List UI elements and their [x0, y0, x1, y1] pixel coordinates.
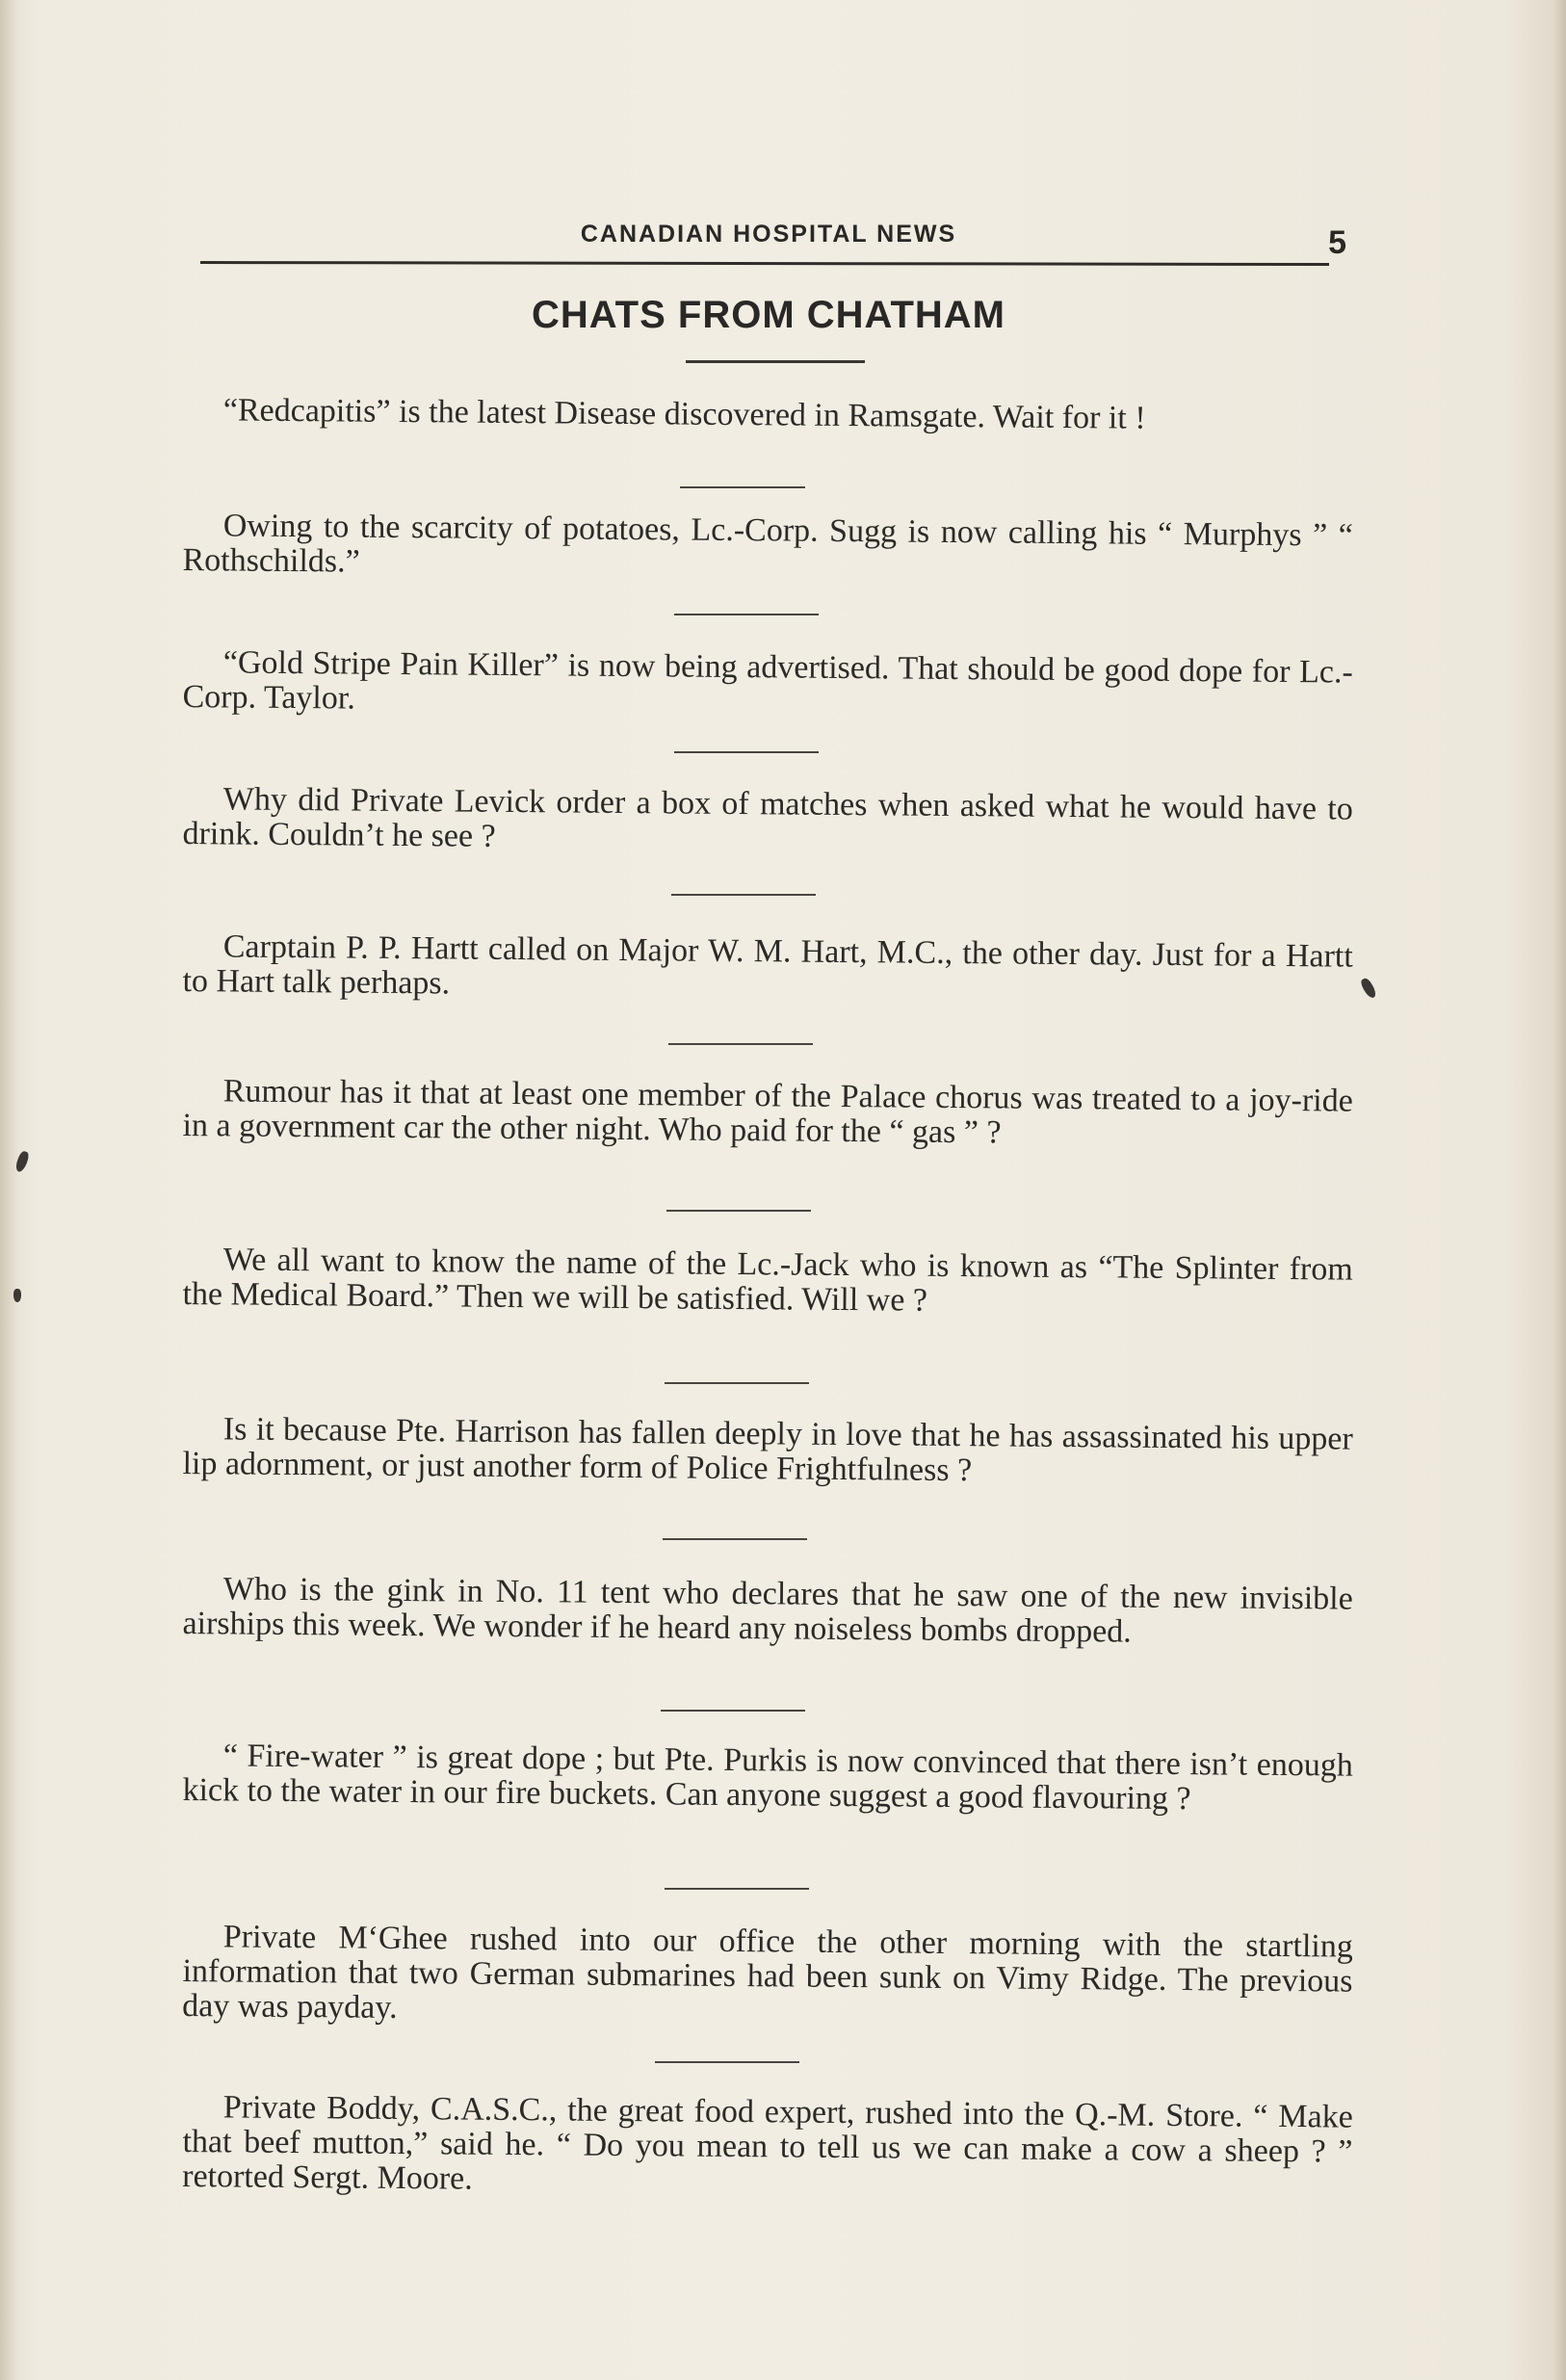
news-item	[182, 509, 1353, 588]
news-item	[182, 1242, 1353, 1322]
item-separator	[665, 1888, 809, 1890]
news-item	[182, 1739, 1353, 1818]
item-separator	[665, 1382, 809, 1384]
ink-mark	[13, 1289, 21, 1302]
item-separator	[661, 1710, 805, 1712]
news-item	[182, 1074, 1353, 1154]
running-header	[200, 217, 1346, 275]
news-item-text: Private M‘Ghee rushed into our office the other morning with the startling information that two German submarines had been sunk on Vimy Ridge. The previous day was payday.	[182, 1919, 1353, 2026]
news-item	[182, 1572, 1353, 1652]
item-separator	[674, 614, 819, 615]
news-item-text: We all want to know the name of the Lc.-Jack who is known as “The Splinter from the Medical Board.” Then we will be satisfied. Will we ?	[182, 1242, 1353, 1319]
news-item	[183, 393, 1353, 438]
news-item-text: Carptain P. P. Hartt called on Major W. M. Hart, M.C., the other day. Just for a Hartt to Hart talk perhaps.	[182, 928, 1353, 1002]
ink-mark	[1359, 977, 1378, 1000]
news-item-text: Who is the gink in No. 11 tent who declares that he saw one of the new invisible airships this week. We wonder if he heard any noiseless bombs dropped.	[182, 1571, 1353, 1650]
news-item-text: Rumour has it that at least one member of the Palace chorus was treated to a joy-ride in a government car the other night. Who paid for the “ gas ” ?	[182, 1073, 1353, 1151]
header-rule	[200, 261, 1329, 266]
news-item	[182, 1920, 1353, 2034]
news-item-text: “ Fire-water ” is great dope ; but Pte. Purkis is now convinced that there isn’t enough kick to the water in our fire buckets. Can anyone suggest a good flavouring ?	[182, 1738, 1353, 1818]
running-title: CANADIAN HOSPITAL NEWS	[580, 221, 957, 248]
page-number: 5	[1328, 224, 1346, 261]
news-item	[182, 782, 1353, 862]
news-item	[182, 645, 1353, 725]
news-item-text: Owing to the scarcity of potatoes, Lc.-Corp. Sugg is now calling his “ Murphys ” “ Rothschilds.”	[182, 508, 1353, 580]
news-item-text: Is it because Pte. Harrison has fallen deeply in love that he has assassinated his upper lip adornment, or just another form of Police Frightfulness ?	[182, 1411, 1353, 1489]
news-item	[182, 929, 1353, 1009]
article-title: CHATS FROM CHATHAM	[531, 294, 1005, 336]
item-separator	[680, 486, 805, 488]
item-separator	[674, 751, 819, 753]
item-separator	[655, 2061, 799, 2063]
item-separator	[666, 1210, 811, 1212]
news-item	[182, 2090, 1353, 2205]
news-item-text: “Gold Stripe Pain Killer” is now being advertised. That should be good dope for Lc.-Corp. Taylor.	[182, 644, 1353, 717]
item-separator	[663, 1538, 807, 1540]
news-item	[182, 1412, 1353, 1492]
news-item-text: Why did Private Levick order a box of matches when asked what he would have to drink. Couldn’t he see ?	[182, 781, 1353, 854]
title-underline	[686, 360, 865, 363]
page-spine-shadow	[0, 0, 17, 2380]
item-separator	[671, 894, 816, 896]
news-item-text: Private Boddy, C.A.S.C., the great food expert, rushed into the Q.-M. Store. “ Make that beef mutton,” said he. “ Do you mean to tell us we can make a cow a sheep ? ” retorted Sergt. Moore.	[182, 2089, 1353, 2197]
news-item-text: “Redcapitis” is the latest Disease discovered in Ramsgate. Wait for it !	[222, 392, 1146, 436]
item-separator	[668, 1043, 813, 1045]
page-right-edge	[1553, 0, 1566, 2380]
